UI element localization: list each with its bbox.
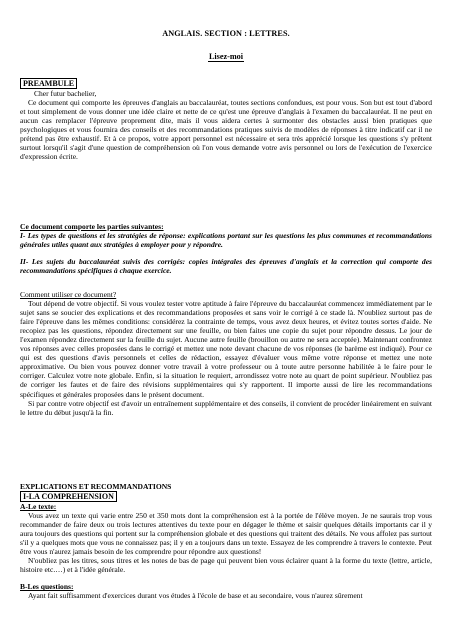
preamble-section xyxy=(20,78,432,161)
contents-heading: Ce document comporte les parties suivantes: xyxy=(20,222,164,231)
contents-section xyxy=(20,222,432,275)
preamble-paragraph: Ce document qui comporte les épreuves d'anglais au baccalauréat, toutes sections confondues, est pour vous. Son but est tout d'abord et tout simplement de vous donner une idée claire et nette de ce qu'est une épreuve d'anglais à l'examen du baccalauréat. Il ne peut en aucun cas remplacer l'épreuve proprement dite, mais il vous aidera certes à surmonter des obstacles aussi bien pratiques que psychologiques et vous fournira des conseils et des recommandations pratiques suivis de modèles de réponses à titre indicatif car il ne prétend pas être exhaustif. Et à ce propos, votre apport personnel est nécessaire et sera très apprécié lorsque les questions s'y prêtent surtout lorsqu'il s'agit d'une question de compréhension où l'on vous demande votre avis personnel ou lors de l'exécution de l'exercice d'expression écrite. xyxy=(20,98,432,162)
text-paragraph-1: Vous avez un texte qui varie entre 250 et 350 mots dont la compréhension est à la portée de l'élève moyen. Je ne saurais trop vous recommander de faire deux ou trois lectures attentives du texte pour en dégager le thème et saisir quelques détails importants car il y aura toujours des questions qui portent sur la compréhension globale et des questions qui traitent des détails. Ne vous affolez pas surtout s'il y a quelques mots que vous ne connaissez pas; il y en a toujours dans un texte. Essayez de les comprendre à travers le contexte. Peut être vous n'aurez jamais besoin de les comprendre pour répondre aux questions! xyxy=(20,511,432,557)
explanations-section xyxy=(20,482,432,601)
readme-heading xyxy=(0,52,452,61)
comprehension-heading: I-LA COMPREHENSION xyxy=(20,491,117,502)
usage-paragraph-1: Tout dépend de votre objectif. Si vous voulez tester votre aptitude à faire l'épreuve du baccalauréat commencez immédiatement par le sujet sans se soucier des explications et des recommandations proposées et sans voir le corrigé à ce stade là. N'oubliez surtout pas de faire l'épreuve dans les mêmes conditions: considérez la contrainte de temps, vous avez deux heures, et évitez toutes sortes d'aide. Ne recopiez pas les questions, répondez directement sur une feuille, ou bien faites une copie du sujet pour répondre dessus. Le jour de l'examen répondez directement sur la feuille du sujet. Aucune autre feuille (brouillon ou autre ne sera acceptée). Maintenant confrontez vos réponses avec celles proposées dans le corrigé et mettez une note devant chacune de vos réponses (le barème est indiqué). Pour ce qui est des questions d'avis personnels et celles de rédaction, essayez d'évaluer vous même votre réponse et mettez une note approximative. Ou bien vous pouvez donner votre travail à votre professeur ou à toute autre personne habilitée à le faire pour le corriger. Calculez votre note globale. Enfin, si la situation le requiert, arrondissez votre note au quart de point supérieur. N'oubliez pas de corriger les fautes et de faire des révisions supplémentaires qui s'y rapportent. Il importe aussi de lire les recommandations spécifiques et générales proposées dans le présent document. xyxy=(20,299,432,399)
questions-paragraph: Ayant fait suffisamment d'exercices durant vos études à l'école de base et au secondaire, vous n'aurez sûrement xyxy=(28,591,363,601)
usage-section xyxy=(20,290,432,417)
preamble-greeting: Cher futur bachelier, xyxy=(34,89,97,98)
usage-paragraph-2: Si par contre votre objectif est d'avoir un entraînement supplémentaire et des conseils, il convient de procéder linéairement en suivant le lettre du début jusqu'à la fin. xyxy=(20,398,432,417)
document-title: ANGLAIS. SECTION : LETTRES. xyxy=(162,29,290,38)
contents-part-1: I- Les types de questions et les stratégies de réponse: explications portant sur les questions les plus communes et recommandations générales utiles quant aux stratégies à employer pour y répondre. xyxy=(20,231,432,250)
text-subheading: A-Le texte: xyxy=(20,502,57,512)
questions-subheading: B-Les questions: xyxy=(20,582,74,592)
text-paragraph-2: N'oubliez pas les titres, sous titres et les notes de bas de page qui peuvent bien vous éclairer quant à la forme du texte (lettre, article, histoire etc.…) et à l'idée générale. xyxy=(20,556,432,575)
explanations-heading: EXPLICATIONS ET RECOMMANDATIONS xyxy=(20,482,172,491)
readme-label: Lisez-moi xyxy=(208,52,244,61)
preamble-heading: PREAMBULE xyxy=(20,78,77,89)
usage-heading: Comment utiliser ce document? xyxy=(20,290,117,299)
contents-part-2: II- Les sujets du baccalauréat suivis des corrigés: copies intégrales des épreuves d'anglais et la correction qui comporte des recommandations spécifiques à chaque exercice. xyxy=(20,257,432,276)
